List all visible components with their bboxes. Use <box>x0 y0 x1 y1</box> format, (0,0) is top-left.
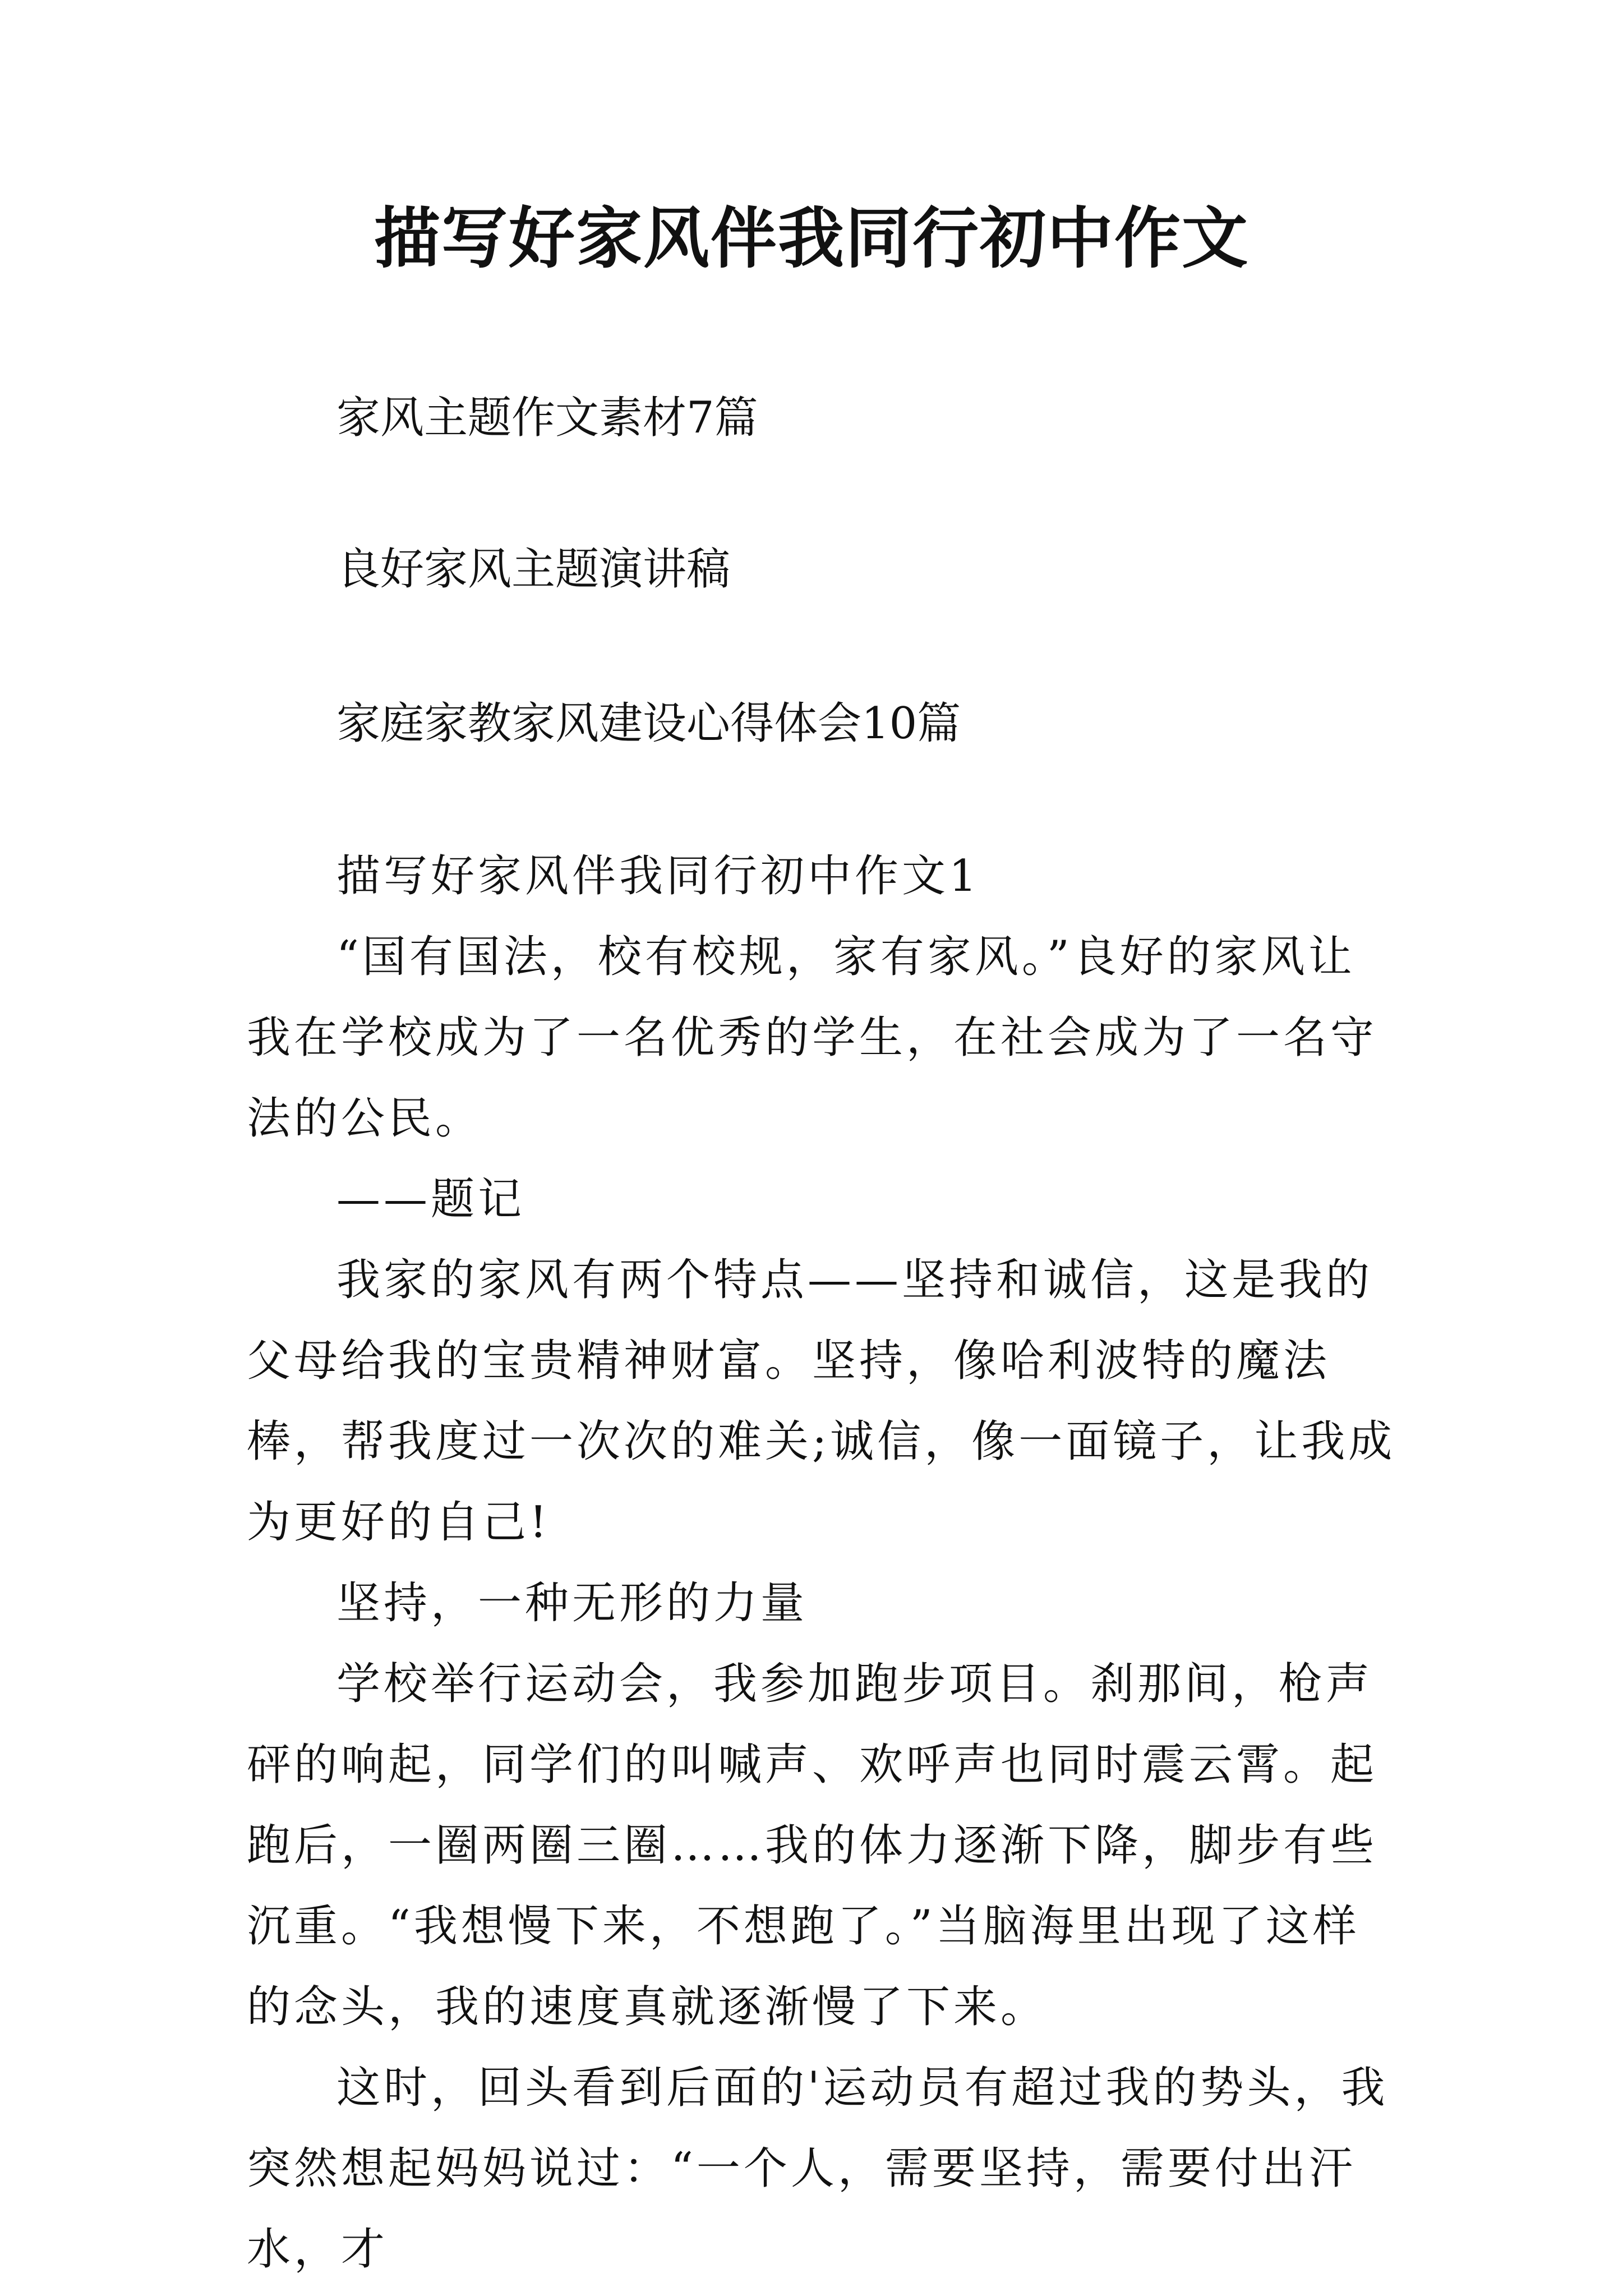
related-link-2[interactable]: 良好家风主题演讲稿 <box>336 544 731 595</box>
paragraph-epigraph: “国有国法，校有校规，家有家风。”良好的家风让我在学校成为了一名优秀的学生，在社会成为了一名守法的公民。 <box>247 932 1378 1144</box>
paragraph-family-values: 我家的家风有两个特点——坚持和诚信，这是我的父母给我的宝贵精神财富。坚持，像哈利波特的魔法棒，帮我度过一次次的难关;诚信，像一面镜子，让我成为更好的自己! <box>247 1255 1396 1548</box>
related-link-3[interactable]: 家庭家教家风建设心得体会10篇 <box>336 698 961 749</box>
section-heading: 描写好家风伴我同行初中作文1 <box>336 851 980 901</box>
paragraph-mother-advice: 这时，回头看到后面的'运动员有超过我的势头，我突然想起妈妈说过：“一个人，需要坚持，需要付出汗水，才 <box>247 2063 1389 2275</box>
paragraph-sports-meet: 学校举行运动会，我参加跑步项目。刹那间，枪声砰的响起，同学们的叫喊声、欢呼声也同时震云霄。起跑后，一圈两圈三圈……我的体力逐渐下降，脚步有些沉重。“我想慢下来，不想跑了。”当脑海里出现了这样的念头，我的速度真就逐渐慢了下来。 <box>247 1659 1378 2032</box>
document-title: 描写好家风伴我同行初中作文 <box>374 199 1249 277</box>
paragraph-epigraph-attribution: ——题记 <box>336 1174 525 1225</box>
article-body <box>247 836 1396 2290</box>
paragraph-subheading-persistence: 坚持，一种无形的力量 <box>336 1578 808 1628</box>
related-link-1[interactable]: 家风主题作文素材7篇 <box>336 393 758 443</box>
